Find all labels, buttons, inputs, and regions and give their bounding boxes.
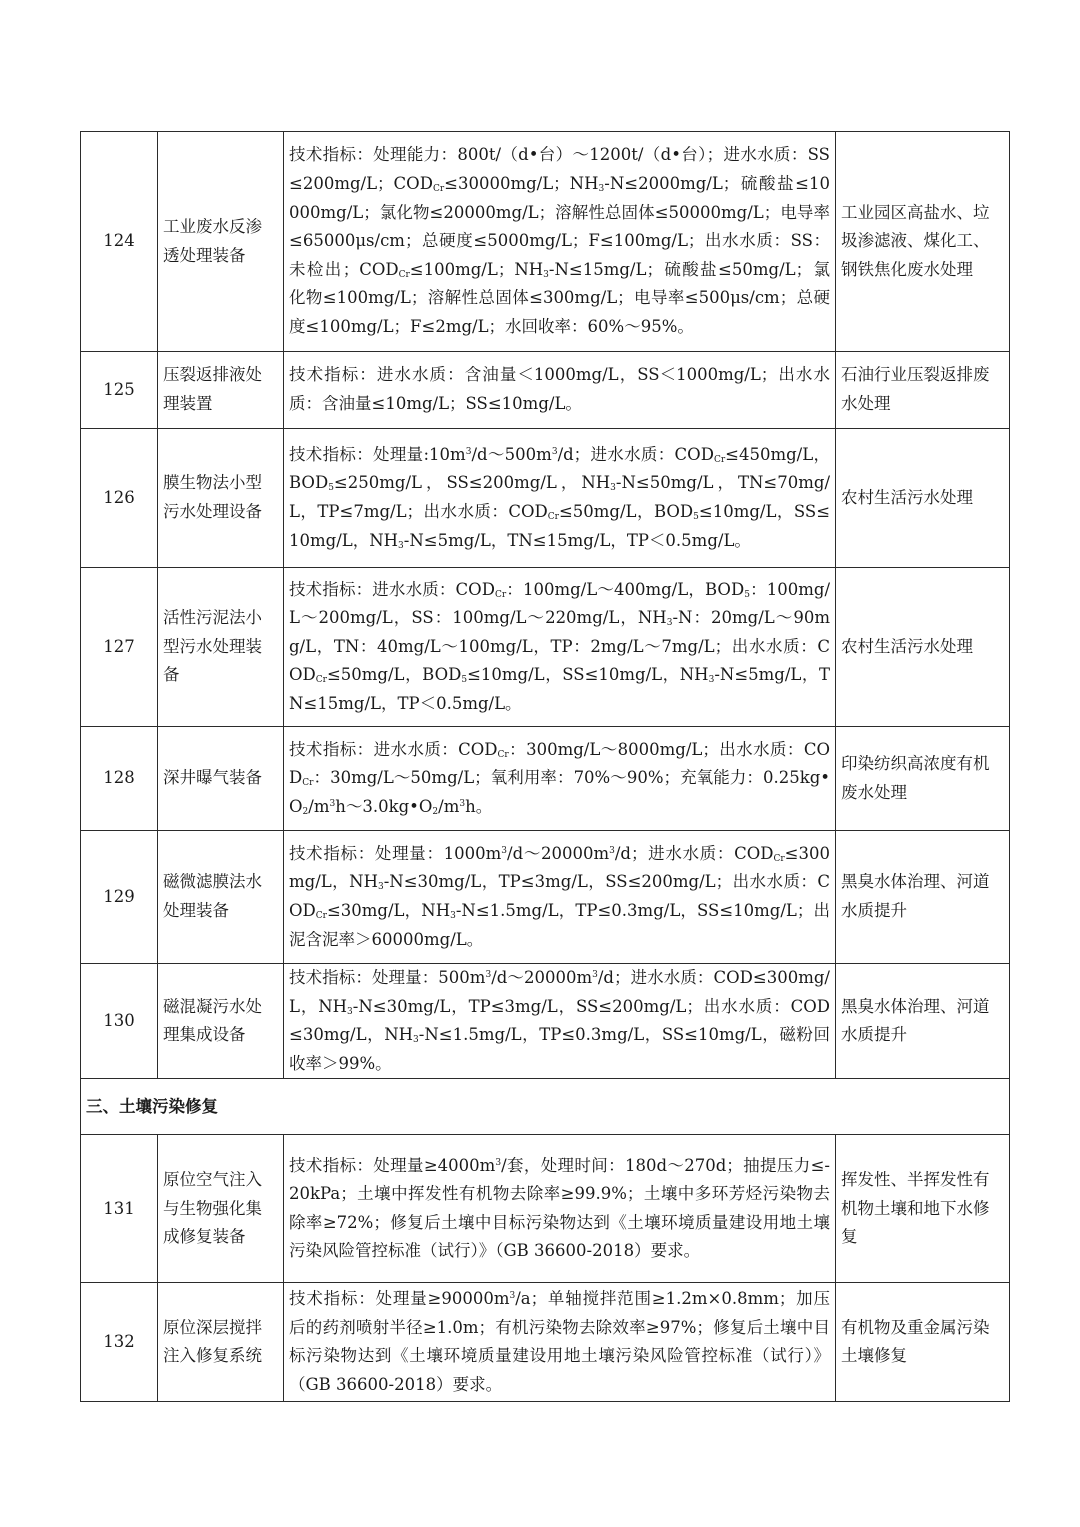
table-row	[81, 132, 1010, 352]
row-number: 125	[81, 352, 158, 429]
equipment-name: 原位空气注入与生物强化集成修复装备	[158, 1135, 284, 1283]
table-row	[81, 352, 1010, 429]
table-row	[81, 1135, 1010, 1283]
equipment-name: 磁微滤膜法水处理装备	[158, 831, 284, 964]
technical-indicators: 技术指标：处理量$\ge 4000m^3/$套，处理时间：180d～270d；抽提压力≤-20kPa；土壤中挥发性有机物去除率≥99.9%；土壤中多环芳烃污染物去除率≥72%；修复后土壤中目标污染物达到《土壤环境质量建设用地土壤污染风险管控标准（试行）》（GB 36600-2018）要求。	[284, 1135, 836, 1283]
technical-indicators: 技术指标：进水水质：$COD_{Cr}$：300mg/L～8000mg/L；出水水质：$COD_{Cr}$：30mg/L～50mg/L；氧利用率：70%～90%；充氧能力：$0.25kg•O_2/m^3h\sim 3.0kg•O_2/m^3h$。	[284, 727, 836, 831]
technical-indicators: 技术指标：处理量：$500m^3/d\sim 20000m^3/d$；进水水质：COD≤300mg/L，$NH_3-N\le 30mg/L$，TP≤3mg/L，SS≤200mg/L；出水水质：COD≤30mg/L，$NH_3-N\le 1.5mg/L$，TP≤0.3mg/L，SS≤10mg/L，磁粉回收率＞99%。	[284, 964, 836, 1079]
technical-indicators: 技术指标：处理量：$1000m^3/d\sim 20000m^3/d$；进水水质：$COD_{Cr}\le 300mg/L$，$NH_3-N\le 30mg/L$，TP≤3mg/L，SS≤200mg/L；出水水质：$COD_{Cr}\le 30mg/L$，$NH_3-N\le 1.5mg/L$，TP≤0.3mg/L，SS≤10mg/L；出泥含泥率＞60000mg/L。	[284, 831, 836, 964]
section-heading: 三、土壤污染修复	[81, 1079, 1010, 1135]
application-field: 农村生活污水处理	[836, 568, 1010, 727]
equipment-name: 压裂返排液处理装置	[158, 352, 284, 429]
equipment-name: 活性污泥法小型污水处理装备	[158, 568, 284, 727]
application-field: 工业园区高盐水、垃圾渗滤液、煤化工、钢铁焦化废水处理	[836, 132, 1010, 352]
application-field: 黑臭水体治理、河道水质提升	[836, 831, 1010, 964]
technical-indicators: 技术指标：处理能力：800t/（d•台）～1200t/（d•台）；进水水质：SS≤200mg/L；$COD_{Cr}\le 30000mg/L$；$NH_3-N\le 2000mg/L$；硫酸盐≤10000mg/L；氯化物≤20000mg/L；溶解性总固体≤50000mg/L；电导率≤65000μs/cm；总硬度≤5000mg/L；F≤100mg/L；出水水质：SS：未检出；$COD_{Cr}\le 100mg/L$；$NH_3-N\le 15mg/L$；硫酸盐≤50mg/L；氯化物≤100mg/L；溶解性总固体≤300mg/L；电导率≤500μs/cm；总硬度≤100mg/L；F≤2mg/L；水回收率：60%～95%。	[284, 132, 836, 352]
application-field: 农村生活污水处理	[836, 429, 1010, 568]
table-row	[81, 831, 1010, 964]
table-row	[81, 429, 1010, 568]
application-field: 有机物及重金属污染土壤修复	[836, 1283, 1010, 1402]
application-field: 石油行业压裂返排废水处理	[836, 352, 1010, 429]
row-number: 131	[81, 1135, 158, 1283]
row-number: 127	[81, 568, 158, 727]
row-number: 132	[81, 1283, 158, 1402]
equipment-name: 工业废水反渗透处理装备	[158, 132, 284, 352]
row-number: 126	[81, 429, 158, 568]
equipment-name: 原位深层搅拌注入修复系统	[158, 1283, 284, 1402]
equipment-name: 膜生物法小型污水处理设备	[158, 429, 284, 568]
section-row	[81, 1079, 1010, 1135]
table-row	[81, 964, 1010, 1079]
row-number: 124	[81, 132, 158, 352]
row-number: 129	[81, 831, 158, 964]
application-field: 印染纺织高浓度有机废水处理	[836, 727, 1010, 831]
technical-indicators: 技术指标：处理量$\ge 90000m^3/a$；单轴搅拌范围≥1.2m×0.8mm；加压后的药剂喷射半径≥1.0m；有机污染物去除效率≥97%；修复后土壤中目标污染物达到《土壤环境质量建设用地土壤污染风险管控标准（试行）》（GB 36600-2018）要求。	[284, 1283, 836, 1402]
application-field: 挥发性、半挥发性有机物土壤和地下水修复	[836, 1135, 1010, 1283]
equipment-table	[80, 131, 1010, 1402]
table-row	[81, 568, 1010, 727]
application-field: 黑臭水体治理、河道水质提升	[836, 964, 1010, 1079]
row-number: 130	[81, 964, 158, 1079]
equipment-name: 磁混凝污水处理集成设备	[158, 964, 284, 1079]
technical-indicators: 技术指标：进水水质：$COD_{Cr}$：100mg/L～400mg/L，$BOD_5$：100mg/L～200mg/L，SS：100mg/L～220mg/L，$NH_3-N$：20mg/L～90mg/L，TN：40mg/L～100mg/L，TP：2mg/L～7mg/L；出水水质：$COD_{Cr}\le 50mg/L$，$BOD_5\le 10mg/L$，SS≤10mg/L，$NH_3-N\le 5mg/L$，TN≤15mg/L，TP＜0.5mg/L。	[284, 568, 836, 727]
table-row	[81, 727, 1010, 831]
technical-indicators: 技术指标：处理量$:10m^3/d\sim 500m^3/d$；进水水质：$COD_{Cr}\le 450mg/L$，$BOD_5\le 250mg/L$，SS≤200mg/L，$NH_3-N\le 50mg/L$，TN≤70mg/L，TP≤7mg/L；出水水质：$COD_{Cr}\le 50mg/L$，$BOD_5\le 10mg/L$，SS≤10mg/L，$NH_3-N\le 5mg/L$，TN≤15mg/L，TP＜0.5mg/L。	[284, 429, 836, 568]
equipment-name: 深井曝气装备	[158, 727, 284, 831]
row-number: 128	[81, 727, 158, 831]
table-row	[81, 1283, 1010, 1402]
technical-indicators: 技术指标：进水水质：含油量＜1000mg/L，SS＜1000mg/L；出水水质：含油量≤10mg/L；SS≤10mg/L。	[284, 352, 836, 429]
